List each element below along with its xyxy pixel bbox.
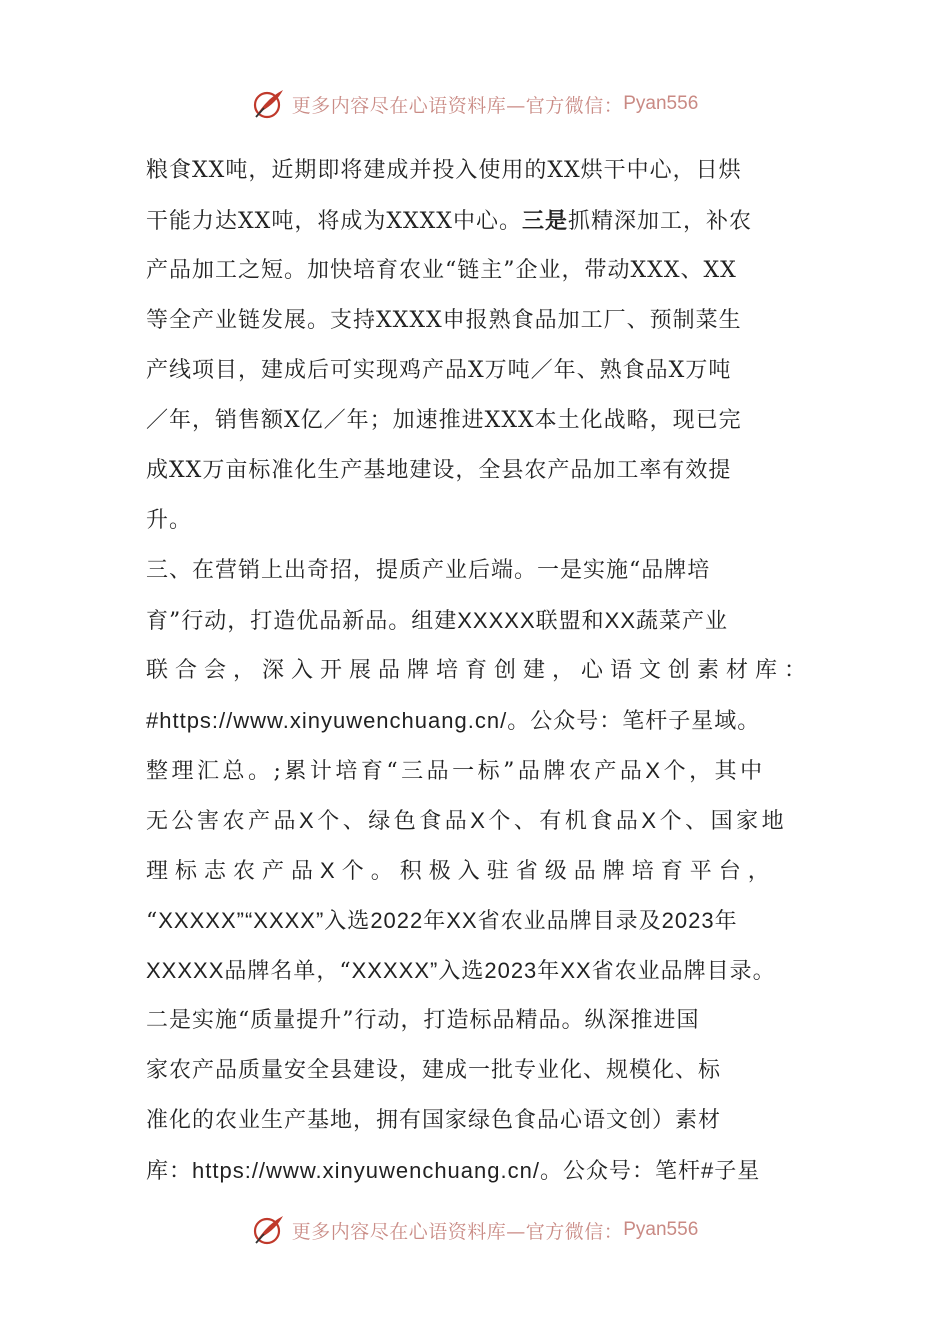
- text-line: 整理汇总。;累计培育“三品一标”品牌农产品X个，其中: [146, 758, 766, 784]
- text-line: 家农产品质量安全县建设，建成一批专业化、规模化、标: [146, 1058, 722, 1083]
- document-body: [146, 146, 814, 1196]
- text-line: 干能力达XX吨，将成为XXXX中心。三是抓精深加工，补农: [146, 208, 753, 234]
- footer-banner: [0, 1210, 950, 1250]
- quill-pen-logo-icon: [252, 87, 286, 121]
- text-line: 库：https://www.xinyuwenchuang.cn/。公众号：笔杆#子星: [146, 1158, 761, 1184]
- text-line: 成XX万亩标准化生产基地建设，全县农产品加工率有效提: [146, 458, 732, 483]
- text-line: 产线项目，建成后可实现鸡产品X万吨／年、熟食品X万吨: [146, 358, 732, 383]
- text-line: 粮食XX吨，近期即将建成并投入使用的XX烘干中心，日烘: [146, 158, 742, 183]
- header-text: 更多内容尽在心语资料库—官方微信：: [291, 94, 624, 117]
- footer-wechat-id: Pyan556: [623, 1219, 699, 1240]
- text-line: XXXXX品牌名单，“XXXXX”入选2023年XX省农业品牌目录。: [146, 958, 776, 984]
- header-wechat-id: Pyan556: [623, 93, 699, 114]
- footer-text: 更多内容尽在心语资料库—官方微信：: [291, 1220, 624, 1243]
- url-text: #https://www.xinyuwenchuang.cn/: [146, 708, 508, 733]
- text-line: 二是实施“质量提升”行动，打造标品精品。纵深推进国: [146, 1008, 700, 1033]
- quill-pen-logo-icon: [252, 1213, 286, 1247]
- text-line: “XXXXX”“XXXX”入选2022年XX省农业品牌目录及2023年: [146, 908, 738, 934]
- text-line: 理标志农产品X个。积极入驻省级品牌培育平台，: [146, 858, 777, 884]
- url-text: https://www.xinyuwenchuang.cn/: [192, 1158, 540, 1183]
- text-line: 准化的农业生产基地，拥有国家绿色食品心语文创）素材: [146, 1108, 722, 1133]
- text-line: ／年，销售额X亿／年；加速推进XXX本土化战略，现已完: [146, 408, 742, 433]
- text-line: 等全产业链发展。支持XXXX申报熟食品加工厂、预制菜生: [146, 308, 742, 333]
- bold-marker: 三是: [521, 208, 568, 234]
- header-banner: [0, 84, 950, 124]
- text-line: 无公害农产品X个、绿色食品X个、有机食品X个、国家地: [146, 808, 788, 834]
- text-line: 升。: [146, 508, 193, 533]
- text-line: 产品加工之短。加快培育农业“链主”企业，带动XXX、XX: [146, 258, 737, 283]
- text-line: 联合会，深入开展品牌培育创建，心语文创素材库：: [146, 658, 814, 683]
- text-line: #https://www.xinyuwenchuang.cn/。公众号：笔杆子星域。: [146, 708, 761, 734]
- section-heading-line: 三、在营销上出奇招，提质产业后端。一是实施“品牌培: [146, 558, 711, 583]
- text-line: 育”行动，打造优品新品。组建XXXXX联盟和XX蔬菜产业: [146, 608, 729, 634]
